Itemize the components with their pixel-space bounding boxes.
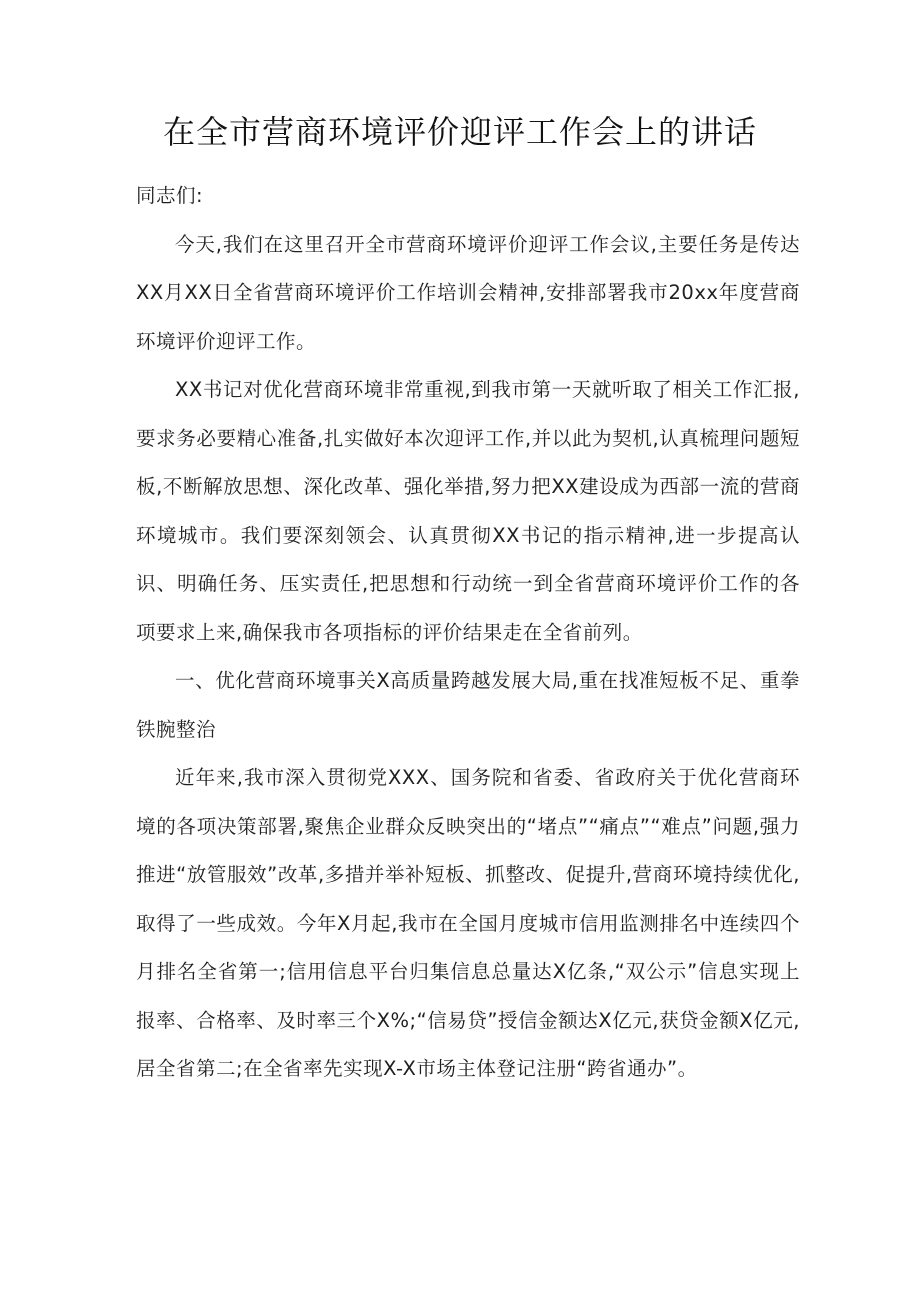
paragraph-opening: 今天,我们在这里召开全市营商环境评价迎评工作会议,主要任务是传达XX月XX日全省营商环境评价工作培训会精神,安排部署我市20xx年度营商环境评价迎评工作。 — [136, 232, 800, 353]
document-body — [136, 172, 800, 1094]
paragraph-achievements: 近年来,我市深入贯彻党XXX、国务院和省委、省政府关于优化营商环境的各项决策部署,聚焦企业群众反映突出的“堵点”“痛点”“难点”问题,强力推进“放管服效”改革,多措并举补短板、抓整改、促提升,营商环境持续优化,取得了一些成效。今年X月起,我市在全国月度城市信用监测排名中连续四个月排名全省第一;信用信息平台归集信息总量达X亿条,“双公示”信息实现上报率、合格率、及时率三个X%;“信易贷”授信金额达X亿元,获贷金额X亿元,居全省第二;在全省率先实现X-X市场主体登记注册“跨省通办”。 — [136, 766, 800, 1080]
section-heading-1: 一、优化营商环境事关X高质量跨越发展大局,重在找准短板不足、重拳铁腕整治 — [136, 669, 800, 741]
document-title: 在全市营商环境评价迎评工作会上的讲话 — [162, 113, 757, 151]
salutation: 同志们: — [136, 184, 204, 207]
paragraph-secretary-instructions: XX书记对优化营商环境非常重视,到我市第一天就听取了相关工作汇报,要求务必要精心准备,扎实做好本次迎评工作,并以此为契机,认真梳理问题短板,不断解放思想、深化改革、强化举措,努力把XX建设成为西部一流的营商环境城市。我们要深刻领会、认真贯彻XX书记的指示精神,进一步提高认识、明确任务、压实责任,把思想和行动统一到全省营商环境评价工作的各项要求上来,确保我市各项指标的评价结果走在全省前列。 — [136, 378, 800, 644]
